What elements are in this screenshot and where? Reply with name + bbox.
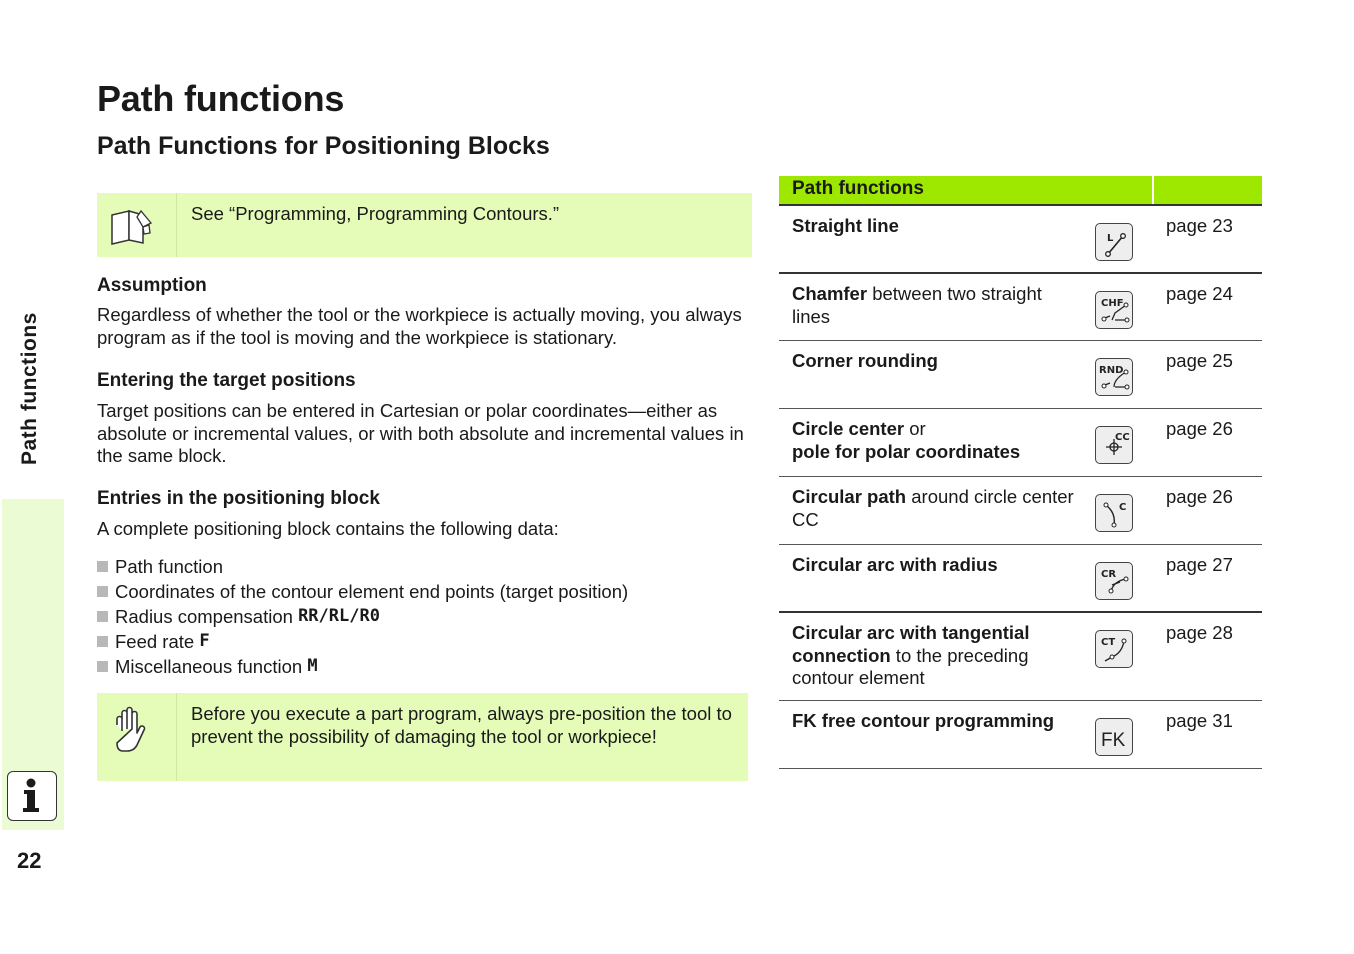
bullet-square-icon bbox=[97, 611, 108, 622]
path-key-rnd-icon bbox=[1095, 358, 1133, 396]
table-row bbox=[779, 274, 1262, 341]
row-page-ref: page 27 bbox=[1166, 554, 1233, 575]
list-item: Coordinates of the contour element end points (target position) bbox=[97, 579, 628, 604]
list-item: Miscellaneous function M bbox=[97, 654, 628, 679]
svg-text:RND: RND bbox=[1099, 365, 1124, 376]
table-row bbox=[779, 545, 1262, 613]
data-bullet-list bbox=[97, 554, 628, 679]
row-page-ref: page 26 bbox=[1166, 418, 1233, 439]
entries-text: A complete positioning block contains the following data: bbox=[97, 518, 559, 539]
section-title: Path Functions for Positioning Blocks bbox=[97, 132, 550, 160]
svg-text:CHF: CHF bbox=[1101, 298, 1124, 309]
bullet-square-icon bbox=[97, 561, 108, 572]
path-functions-table-header bbox=[779, 176, 1262, 206]
assumption-text: Regardless of whether the tool or the workpiece is actually moving, you always program as if the tool is moving and the workpiece is stationary. bbox=[97, 304, 742, 348]
caution-hand-icon bbox=[97, 693, 176, 781]
table-header-label: Path functions bbox=[792, 178, 924, 199]
reference-note bbox=[97, 193, 752, 257]
entering-heading: Entering the target positions bbox=[97, 370, 356, 391]
side-chapter-title: Path functions bbox=[18, 312, 41, 465]
row-description: Chamfer between two straight lines bbox=[792, 283, 1042, 327]
row-page-ref: page 26 bbox=[1166, 486, 1233, 507]
table-row bbox=[779, 341, 1262, 409]
table-row bbox=[779, 613, 1262, 701]
path-key-chf-icon bbox=[1095, 291, 1133, 329]
svg-text:CC: CC bbox=[1115, 432, 1130, 443]
note-icon-cell bbox=[97, 193, 177, 257]
bullet-square-icon bbox=[97, 586, 108, 597]
table-row bbox=[779, 477, 1262, 545]
svg-text:CT: CT bbox=[1101, 637, 1116, 648]
entries-heading: Entries in the positioning block bbox=[97, 488, 380, 509]
row-page-ref: page 23 bbox=[1166, 215, 1233, 236]
row-description: Circle center or pole for polar coordinates bbox=[792, 418, 1021, 462]
table-row bbox=[779, 701, 1262, 769]
svg-text:FK: FK bbox=[1101, 730, 1126, 751]
row-page-ref: page 31 bbox=[1166, 710, 1233, 731]
page-number: 22 bbox=[17, 848, 42, 873]
row-description: Corner rounding bbox=[792, 350, 938, 371]
path-key-c-icon bbox=[1095, 494, 1133, 532]
row-description: Circular path around circle center CC bbox=[792, 486, 1074, 530]
row-page-ref: page 25 bbox=[1166, 350, 1233, 371]
row-description: Circular arc with radius bbox=[792, 554, 998, 575]
path-key-l-icon bbox=[1095, 223, 1133, 261]
bullet-square-icon bbox=[97, 636, 108, 647]
bullet-square-icon bbox=[97, 661, 108, 672]
path-key-cr-icon bbox=[1095, 562, 1133, 600]
row-description: Circular arc with tangential connection to the preceding contour element bbox=[792, 622, 1030, 688]
svg-text:CR: CR bbox=[1101, 569, 1117, 580]
row-page-ref: page 28 bbox=[1166, 622, 1233, 643]
table-row bbox=[779, 206, 1262, 274]
list-item: Radius compensation RR/RL/R0 bbox=[97, 604, 628, 629]
row-description: Straight line bbox=[792, 215, 899, 236]
manual-reference-icon bbox=[97, 193, 176, 257]
svg-text:L: L bbox=[1107, 233, 1114, 244]
list-item: Feed rate F bbox=[97, 629, 628, 654]
row-description: FK free contour programming bbox=[792, 710, 1055, 731]
list-item: Path function bbox=[97, 554, 628, 579]
path-key-ct-icon bbox=[1095, 630, 1133, 668]
warning-note-text: Before you execute a part program, always pre-position the tool to prevent the possibility of damaging the tool or workpiece! bbox=[191, 703, 732, 747]
reference-note-text: See “Programming, Programming Contours.” bbox=[191, 203, 560, 224]
path-key-cc-icon bbox=[1095, 426, 1133, 464]
assumption-heading: Assumption bbox=[97, 275, 207, 296]
svg-text:C: C bbox=[1119, 502, 1127, 513]
table-row bbox=[779, 409, 1262, 477]
warning-icon-cell bbox=[97, 693, 177, 781]
warning-note bbox=[97, 693, 748, 781]
page-title: Path functions bbox=[97, 78, 345, 119]
info-icon bbox=[7, 771, 57, 821]
path-key-fk-icon bbox=[1095, 718, 1133, 756]
row-page-ref: page 24 bbox=[1166, 283, 1233, 304]
header-column-separator bbox=[1152, 176, 1154, 204]
entering-text: Target positions can be entered in Cartesian or polar coordinates—either as absolute or incremental values, or with both absolute and incremental values in the same block. bbox=[97, 400, 744, 467]
